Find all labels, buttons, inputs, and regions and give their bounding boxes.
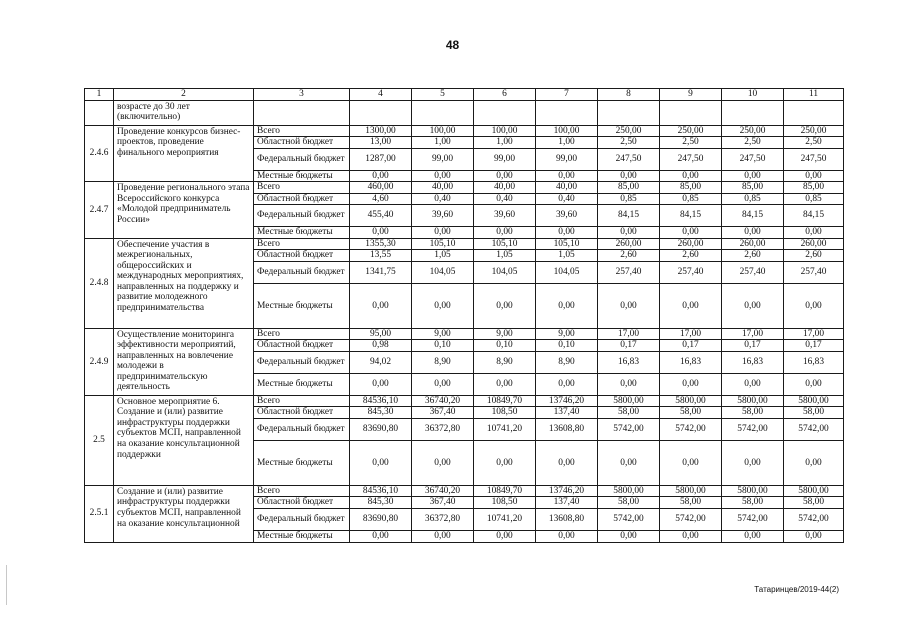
amount-cell: 0,00 — [660, 170, 722, 182]
column-number: 8 — [598, 89, 660, 101]
amount-cell: 845,30 — [350, 407, 412, 419]
row-description: Проведение регионального этапа Всероссийского конкурса «Молодой предприниматель России» — [114, 182, 254, 239]
amount-cell: 0,00 — [536, 227, 598, 239]
amount-cell: 58,00 — [722, 407, 784, 419]
empty-cell — [722, 100, 784, 125]
amount-cell: 250,00 — [598, 125, 660, 137]
empty-cell — [474, 100, 536, 125]
amount-cell: 0,00 — [784, 170, 844, 182]
amount-cell: 10849,70 — [474, 485, 536, 497]
amount-cell: 58,00 — [722, 497, 784, 509]
continuation-row — [85, 100, 844, 125]
amount-cell: 0,00 — [412, 373, 474, 395]
empty-cell — [350, 100, 412, 125]
funding-source: Местные бюджеты — [254, 373, 350, 395]
amount-cell: 105,10 — [474, 238, 536, 250]
amount-cell: 0,00 — [722, 283, 784, 328]
amount-cell: 16,83 — [722, 351, 784, 373]
column-number: 2 — [114, 89, 254, 101]
amount-cell: 247,50 — [598, 148, 660, 170]
table-row — [85, 485, 844, 497]
amount-cell: 84,15 — [784, 205, 844, 227]
amount-cell: 0,17 — [784, 340, 844, 352]
amount-cell: 0,00 — [598, 283, 660, 328]
column-number: 7 — [536, 89, 598, 101]
amount-cell: 2,50 — [598, 137, 660, 149]
amount-cell: 0,00 — [536, 530, 598, 542]
amount-cell: 0,00 — [350, 530, 412, 542]
empty-cell — [536, 100, 598, 125]
row-code: 2.4.7 — [85, 182, 114, 239]
amount-cell: 0,85 — [722, 193, 784, 205]
amount-cell: 108,50 — [474, 407, 536, 419]
amount-cell: 10849,70 — [474, 395, 536, 407]
row-description: Создание и (или) развитие инфраструктуры поддержки субъектов МСП, направленной на оказание консультационной — [114, 485, 254, 542]
funding-source: Всего — [254, 182, 350, 194]
amount-cell: 40,00 — [474, 182, 536, 194]
amount-cell: 13746,20 — [536, 485, 598, 497]
amount-cell: 95,00 — [350, 328, 412, 340]
amount-cell: 260,00 — [598, 238, 660, 250]
amount-cell: 99,00 — [536, 148, 598, 170]
amount-cell: 0,10 — [412, 340, 474, 352]
amount-cell: 0,00 — [722, 170, 784, 182]
amount-cell: 0,40 — [536, 193, 598, 205]
funding-source: Всего — [254, 125, 350, 137]
amount-cell: 0,00 — [474, 170, 536, 182]
amount-cell: 5800,00 — [784, 485, 844, 497]
amount-cell: 13,55 — [350, 250, 412, 262]
amount-cell: 367,40 — [412, 407, 474, 419]
amount-cell: 0,00 — [660, 440, 722, 485]
amount-cell: 367,40 — [412, 497, 474, 509]
amount-cell: 1287,00 — [350, 148, 412, 170]
amount-cell: 0,00 — [412, 283, 474, 328]
column-number-row — [85, 89, 844, 101]
funding-source: Областной бюджет — [254, 407, 350, 419]
amount-cell: 0,00 — [536, 440, 598, 485]
row-description: Осуществление мониторинга эффективности мероприятий, направленных на вовлечение молодежи в предпринимательскую деятельность — [114, 328, 254, 395]
amount-cell: 16,83 — [784, 351, 844, 373]
funding-source: Федеральный бюджет — [254, 351, 350, 373]
amount-cell: 0,00 — [474, 440, 536, 485]
amount-cell: 0,00 — [598, 440, 660, 485]
table-row — [85, 182, 844, 194]
amount-cell: 17,00 — [660, 328, 722, 340]
amount-cell: 0,00 — [474, 227, 536, 239]
amount-cell: 2,60 — [660, 250, 722, 262]
amount-cell: 257,40 — [784, 261, 844, 283]
column-number: 10 — [722, 89, 784, 101]
amount-cell: 5742,00 — [722, 508, 784, 530]
empty-cell — [660, 100, 722, 125]
amount-cell: 99,00 — [474, 148, 536, 170]
amount-cell: 0,00 — [474, 373, 536, 395]
amount-cell: 0,00 — [784, 373, 844, 395]
amount-cell: 0,00 — [350, 373, 412, 395]
funding-source: Местные бюджеты — [254, 440, 350, 485]
amount-cell: 8,90 — [536, 351, 598, 373]
funding-source: Местные бюджеты — [254, 170, 350, 182]
row-code: 2.5.1 — [85, 485, 114, 542]
amount-cell: 0,00 — [784, 227, 844, 239]
amount-cell: 1,05 — [474, 250, 536, 262]
amount-cell: 105,10 — [412, 238, 474, 250]
funding-source: Федеральный бюджет — [254, 508, 350, 530]
scan-margin-mark — [6, 565, 7, 605]
amount-cell: 5800,00 — [660, 395, 722, 407]
amount-cell: 58,00 — [784, 407, 844, 419]
amount-cell: 0,00 — [350, 170, 412, 182]
column-number: 11 — [784, 89, 844, 101]
amount-cell: 104,05 — [536, 261, 598, 283]
amount-cell: 2,50 — [722, 137, 784, 149]
column-number: 3 — [254, 89, 350, 101]
amount-cell: 84,15 — [722, 205, 784, 227]
amount-cell: 9,00 — [474, 328, 536, 340]
funding-source: Областной бюджет — [254, 250, 350, 262]
amount-cell: 85,00 — [722, 182, 784, 194]
column-number: 1 — [85, 89, 114, 101]
row-description: Проведение конкурсов бизнес-проектов, проведение финального мероприятия — [114, 125, 254, 182]
funding-source: Местные бюджеты — [254, 227, 350, 239]
amount-cell: 0,00 — [784, 283, 844, 328]
amount-cell: 13608,80 — [536, 418, 598, 440]
column-number: 6 — [474, 89, 536, 101]
amount-cell: 5742,00 — [598, 508, 660, 530]
amount-cell: 247,50 — [784, 148, 844, 170]
amount-cell: 17,00 — [784, 328, 844, 340]
amount-cell: 16,83 — [660, 351, 722, 373]
amount-cell: 257,40 — [660, 261, 722, 283]
funding-source: Местные бюджеты — [254, 283, 350, 328]
amount-cell: 1,00 — [536, 137, 598, 149]
amount-cell: 0,00 — [412, 227, 474, 239]
amount-cell: 0,98 — [350, 340, 412, 352]
table-row — [85, 238, 844, 250]
amount-cell: 0,17 — [598, 340, 660, 352]
amount-cell: 0,00 — [598, 227, 660, 239]
amount-cell: 137,40 — [536, 407, 598, 419]
amount-cell: 58,00 — [784, 497, 844, 509]
amount-cell: 8,90 — [474, 351, 536, 373]
amount-cell: 0,40 — [412, 193, 474, 205]
amount-cell: 0,00 — [412, 440, 474, 485]
amount-cell: 5800,00 — [784, 395, 844, 407]
document-reference: Татаринцев/2019-44(2) — [754, 585, 839, 594]
amount-cell: 0,17 — [660, 340, 722, 352]
amount-cell: 58,00 — [598, 407, 660, 419]
amount-cell: 0,40 — [474, 193, 536, 205]
amount-cell: 5800,00 — [598, 395, 660, 407]
amount-cell: 2,60 — [598, 250, 660, 262]
amount-cell: 10741,20 — [474, 418, 536, 440]
amount-cell: 0,00 — [474, 283, 536, 328]
amount-cell: 247,50 — [722, 148, 784, 170]
amount-cell: 84536,10 — [350, 485, 412, 497]
amount-cell: 5800,00 — [722, 395, 784, 407]
amount-cell: 16,83 — [598, 351, 660, 373]
amount-cell: 36372,80 — [412, 418, 474, 440]
funding-source: Областной бюджет — [254, 193, 350, 205]
amount-cell: 13746,20 — [536, 395, 598, 407]
amount-cell: 36372,80 — [412, 508, 474, 530]
table-row — [85, 395, 844, 407]
amount-cell: 5800,00 — [722, 485, 784, 497]
amount-cell: 10741,20 — [474, 508, 536, 530]
amount-cell: 39,60 — [412, 205, 474, 227]
amount-cell: 58,00 — [660, 407, 722, 419]
amount-cell: 17,00 — [598, 328, 660, 340]
amount-cell: 85,00 — [784, 182, 844, 194]
amount-cell: 5742,00 — [784, 508, 844, 530]
amount-cell: 247,50 — [660, 148, 722, 170]
amount-cell: 1300,00 — [350, 125, 412, 137]
column-number: 4 — [350, 89, 412, 101]
amount-cell: 0,00 — [536, 170, 598, 182]
amount-cell: 257,40 — [722, 261, 784, 283]
amount-cell: 99,00 — [412, 148, 474, 170]
amount-cell: 104,05 — [412, 261, 474, 283]
amount-cell: 0,00 — [784, 530, 844, 542]
amount-cell: 1355,30 — [350, 238, 412, 250]
amount-cell: 85,00 — [598, 182, 660, 194]
row-code: 2.4.9 — [85, 328, 114, 395]
amount-cell: 100,00 — [536, 125, 598, 137]
column-number: 5 — [412, 89, 474, 101]
page-number: 48 — [445, 38, 460, 52]
row-code: 2.5 — [85, 395, 114, 485]
amount-cell: 5800,00 — [598, 485, 660, 497]
amount-cell: 39,60 — [474, 205, 536, 227]
amount-cell: 84,15 — [598, 205, 660, 227]
amount-cell: 2,50 — [660, 137, 722, 149]
amount-cell: 0,10 — [474, 340, 536, 352]
amount-cell: 58,00 — [660, 497, 722, 509]
amount-cell: 460,00 — [350, 182, 412, 194]
amount-cell: 0,00 — [598, 170, 660, 182]
amount-cell: 1,05 — [536, 250, 598, 262]
amount-cell: 9,00 — [536, 328, 598, 340]
amount-cell: 845,30 — [350, 497, 412, 509]
amount-cell: 5742,00 — [722, 418, 784, 440]
amount-cell: 0,00 — [784, 440, 844, 485]
table-row — [85, 125, 844, 137]
amount-cell: 84,15 — [660, 205, 722, 227]
funding-source: Местные бюджеты — [254, 530, 350, 542]
column-number: 9 — [660, 89, 722, 101]
funding-source: Всего — [254, 485, 350, 497]
amount-cell: 94,02 — [350, 351, 412, 373]
amount-cell: 13,00 — [350, 137, 412, 149]
amount-cell: 137,40 — [536, 497, 598, 509]
amount-cell: 0,00 — [536, 283, 598, 328]
amount-cell: 8,90 — [412, 351, 474, 373]
amount-cell: 84536,10 — [350, 395, 412, 407]
amount-cell: 2,50 — [784, 137, 844, 149]
row-code: 2.4.8 — [85, 238, 114, 328]
amount-cell: 260,00 — [784, 238, 844, 250]
amount-cell: 0,00 — [660, 373, 722, 395]
amount-cell: 0,00 — [412, 530, 474, 542]
amount-cell: 1,00 — [412, 137, 474, 149]
amount-cell: 260,00 — [722, 238, 784, 250]
amount-cell: 260,00 — [660, 238, 722, 250]
amount-cell: 0,00 — [660, 530, 722, 542]
funding-source: Областной бюджет — [254, 340, 350, 352]
funding-source: Всего — [254, 395, 350, 407]
empty-cell — [254, 100, 350, 125]
empty-cell — [412, 100, 474, 125]
row-description: Обеспечение участия в межрегиональных, общероссийских и международных мероприятиях, направленных на поддержку и развитие молодежного предпринимательства — [114, 238, 254, 328]
amount-cell: 36740,20 — [412, 395, 474, 407]
amount-cell: 1341,75 — [350, 261, 412, 283]
amount-cell: 83690,80 — [350, 418, 412, 440]
amount-cell: 85,00 — [660, 182, 722, 194]
amount-cell: 104,05 — [474, 261, 536, 283]
amount-cell: 0,00 — [660, 283, 722, 328]
table-row — [85, 328, 844, 340]
amount-cell: 40,00 — [412, 182, 474, 194]
amount-cell: 250,00 — [784, 125, 844, 137]
amount-cell: 5800,00 — [660, 485, 722, 497]
amount-cell: 83690,80 — [350, 508, 412, 530]
amount-cell: 0,85 — [660, 193, 722, 205]
amount-cell: 5742,00 — [784, 418, 844, 440]
funding-source: Федеральный бюджет — [254, 261, 350, 283]
amount-cell: 1,00 — [474, 137, 536, 149]
amount-cell: 0,00 — [722, 227, 784, 239]
amount-cell: 0,00 — [598, 530, 660, 542]
funding-source: Федеральный бюджет — [254, 205, 350, 227]
amount-cell: 0,00 — [350, 227, 412, 239]
amount-cell: 0,00 — [474, 530, 536, 542]
amount-cell: 0,85 — [784, 193, 844, 205]
row-description: возрасте до 30 лет (включительно) — [114, 100, 254, 125]
amount-cell: 0,00 — [722, 440, 784, 485]
amount-cell: 0,00 — [598, 373, 660, 395]
amount-cell: 1,05 — [412, 250, 474, 262]
amount-cell: 105,10 — [536, 238, 598, 250]
funding-source: Федеральный бюджет — [254, 418, 350, 440]
amount-cell: 0,00 — [350, 440, 412, 485]
amount-cell: 5742,00 — [598, 418, 660, 440]
amount-cell: 0,00 — [412, 170, 474, 182]
amount-cell: 36740,20 — [412, 485, 474, 497]
funding-source: Областной бюджет — [254, 137, 350, 149]
empty-cell — [598, 100, 660, 125]
empty-cell — [784, 100, 844, 125]
amount-cell: 250,00 — [722, 125, 784, 137]
funding-source: Всего — [254, 238, 350, 250]
amount-cell: 0,00 — [660, 227, 722, 239]
amount-cell: 100,00 — [474, 125, 536, 137]
amount-cell: 108,50 — [474, 497, 536, 509]
amount-cell: 2,60 — [784, 250, 844, 262]
row-description: Основное мероприятие 6. Создание и (или) развитие инфраструктуры поддержки субъектов МСП, направленной на оказание консультационной поддержки — [114, 395, 254, 485]
amount-cell: 4,60 — [350, 193, 412, 205]
amount-cell: 250,00 — [660, 125, 722, 137]
amount-cell: 455,40 — [350, 205, 412, 227]
amount-cell: 39,60 — [536, 205, 598, 227]
amount-cell: 13608,80 — [536, 508, 598, 530]
amount-cell: 257,40 — [598, 261, 660, 283]
amount-cell: 0,85 — [598, 193, 660, 205]
amount-cell: 0,00 — [536, 373, 598, 395]
budget-table — [84, 88, 844, 543]
row-code: 2.4.6 — [85, 125, 114, 182]
amount-cell: 5742,00 — [660, 508, 722, 530]
amount-cell: 40,00 — [536, 182, 598, 194]
amount-cell: 0,00 — [722, 530, 784, 542]
row-code — [85, 100, 114, 125]
amount-cell: 2,60 — [722, 250, 784, 262]
amount-cell: 0,00 — [350, 283, 412, 328]
funding-source: Областной бюджет — [254, 497, 350, 509]
amount-cell: 0,17 — [722, 340, 784, 352]
amount-cell: 0,00 — [722, 373, 784, 395]
amount-cell: 100,00 — [412, 125, 474, 137]
amount-cell: 0,10 — [536, 340, 598, 352]
funding-source: Всего — [254, 328, 350, 340]
funding-source: Федеральный бюджет — [254, 148, 350, 170]
amount-cell: 5742,00 — [660, 418, 722, 440]
amount-cell: 17,00 — [722, 328, 784, 340]
amount-cell: 58,00 — [598, 497, 660, 509]
amount-cell: 9,00 — [412, 328, 474, 340]
